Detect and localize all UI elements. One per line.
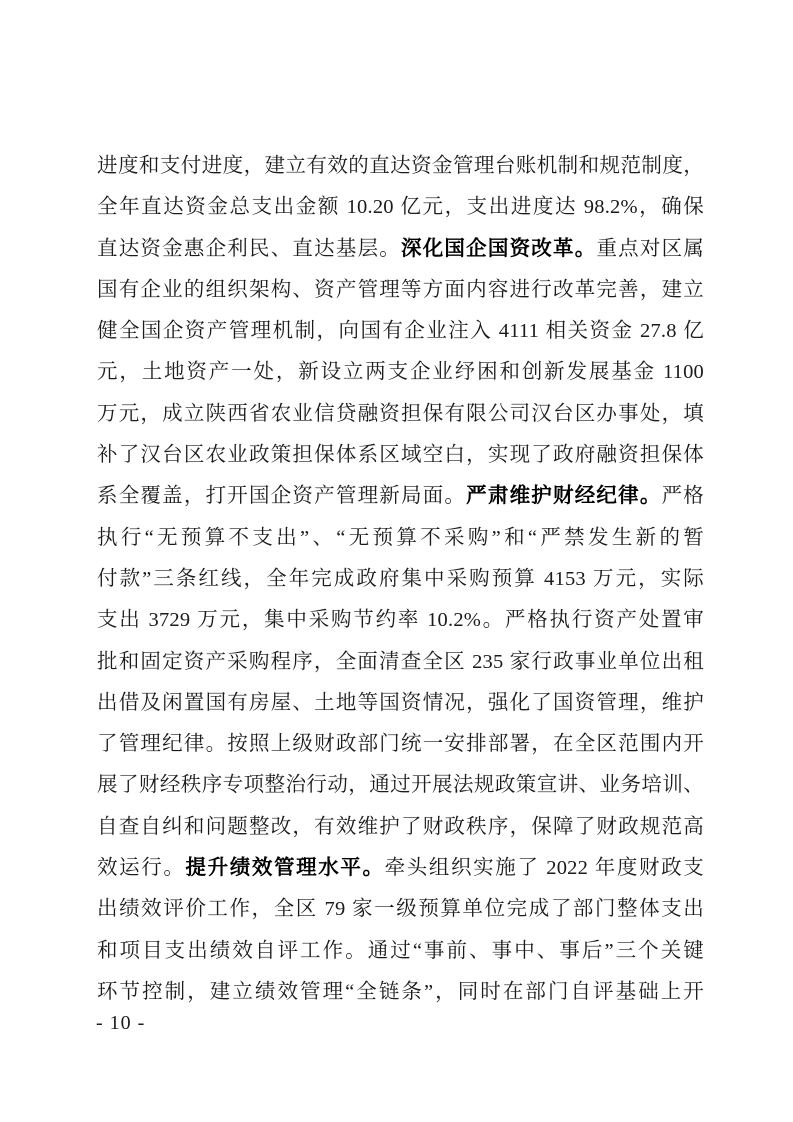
text-segment: 出绩效评价工作，全区 79 家一级预算单位完成了部门整体支出 (97, 898, 704, 921)
text-line (97, 146, 704, 187)
text-line (97, 683, 704, 724)
text-segment: 付款”三条红线，全年完成政府集中采购预算 4153 万元，实际 (97, 567, 704, 590)
text-line (97, 435, 704, 476)
text-segment: 国有企业的组织架构、资产管理等方面内容进行改革完善，建立 (97, 278, 704, 301)
text-segment: 重点对区属 (596, 237, 704, 260)
text-segment: 效运行。 (97, 857, 186, 880)
text-segment: 补了汉台区农业政策担保体系区域空白，实现了政府融资担保体 (97, 444, 704, 467)
text-segment: 健全国企资产管理机制，向国有企业注入 4111 相关资金 27.8 亿 (97, 320, 704, 343)
text-line (97, 724, 704, 765)
text-segment: 元，土地资产一处，新设立两支企业纾困和创新发展基金 1100 (97, 361, 704, 384)
text-line (97, 807, 704, 848)
text-line (97, 931, 704, 972)
text-line (97, 476, 704, 517)
text-line (97, 889, 704, 930)
text-segment: 进度和支付进度，建立有效的直达资金管理台账机制和规范制度， (97, 155, 704, 177)
text-line (97, 559, 704, 600)
text-line (97, 848, 704, 889)
bold-heading-segment: 严肃维护财经纪律。 (466, 485, 662, 508)
text-segment: 全年直达资金总支出金额 10.20 亿元，支出进度达 98.2%，确保 (97, 196, 704, 219)
text-segment: 展了财经秩序专项整治行动，通过开展法规政策宣讲、业务培训、 (97, 774, 704, 797)
body-text (97, 146, 704, 1013)
text-line (97, 600, 704, 641)
text-segment: 牵头组织实施了 2022 年度财政支 (384, 857, 704, 880)
text-line (97, 229, 704, 270)
text-segment: 自查自纠和问题整改，有效维护了财政秩序，保障了财政规范高 (97, 815, 704, 838)
text-segment: 批和固定资产采购程序，全面清查全区 235 家行政事业单位出租 (97, 650, 704, 673)
text-segment: 系全覆盖，打开国企资产管理新局面。 (97, 485, 467, 508)
text-line (97, 352, 704, 393)
text-segment: 环节控制，建立绩效管理“全链条”，同时在部门自评基础上开 (97, 980, 704, 1003)
text-line (97, 765, 704, 806)
text-segment: 万元，成立陕西省农业信贷融资担保有限公司汉台区办事处，填 (97, 402, 704, 425)
text-segment: 出借及闲置国有房屋、土地等国资情况，强化了国资管理，维护 (97, 691, 704, 714)
text-line (97, 518, 704, 559)
text-line (97, 270, 704, 311)
text-line (97, 187, 704, 228)
bold-heading-segment: 深化国企国资改革。 (401, 237, 597, 260)
text-segment: 严格 (661, 485, 704, 508)
text-line (97, 642, 704, 683)
text-line (97, 311, 704, 352)
text-segment: 了管理纪律。按照上级财政部门统一安排部署，在全区范围内开 (97, 733, 704, 756)
text-segment: 执行“无预算不支出”、“无预算不采购”和“严禁发生新的暂 (97, 526, 704, 549)
text-segment: 和项目支出绩效自评工作。通过“事前、事中、事后”三个关键 (97, 939, 704, 962)
text-line (97, 972, 704, 1013)
page-number: - 10 - (96, 1012, 146, 1034)
text-segment: 支出 3729 万元，集中采购节约率 10.2%。严格执行资产处置审 (97, 609, 704, 632)
text-line (97, 394, 704, 435)
bold-heading-segment: 提升绩效管理水平。 (185, 857, 385, 880)
text-segment: 直达资金惠企利民、直达基层。 (97, 237, 401, 260)
